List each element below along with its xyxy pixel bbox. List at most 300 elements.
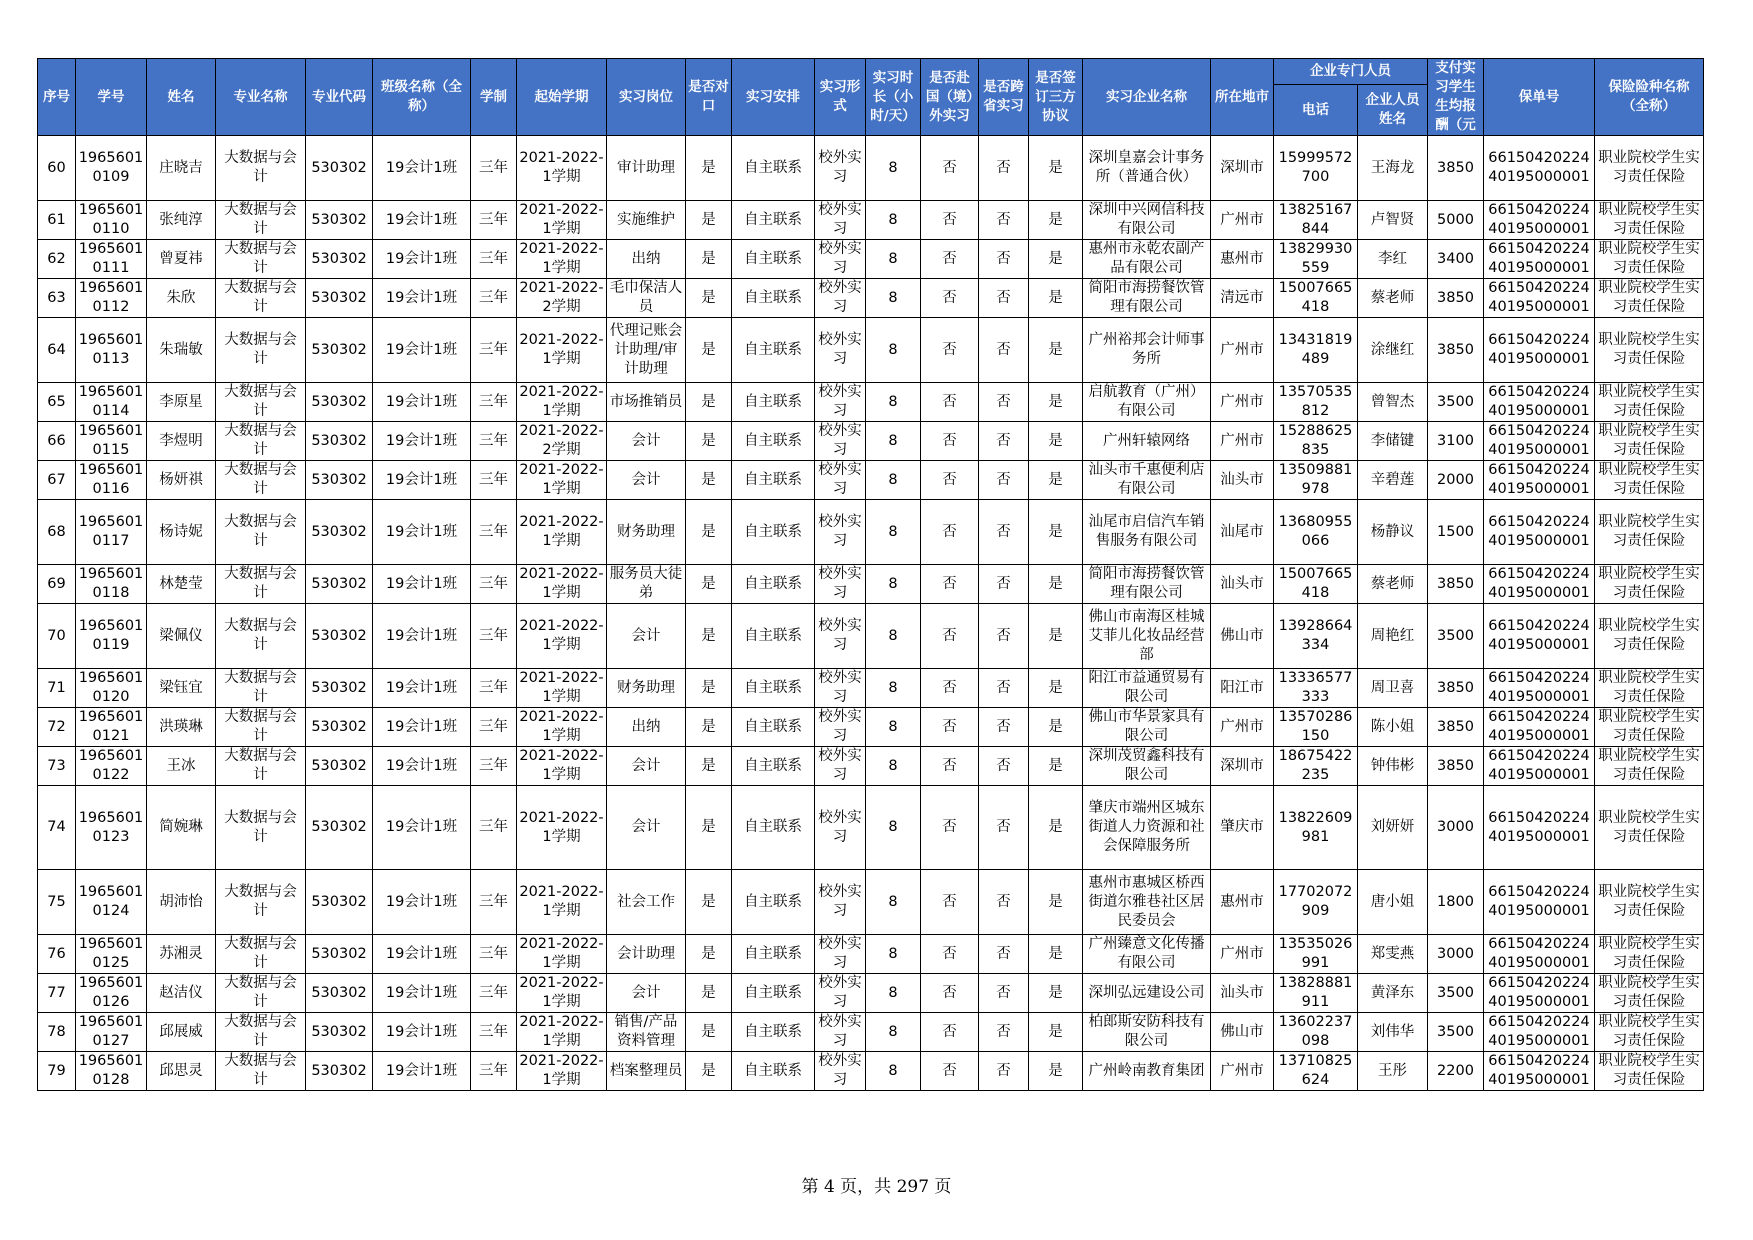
cell-insurance [1595,974,1704,1013]
header-contact-name: 企业人员姓名 [1358,85,1428,136]
cell-city [1211,669,1274,708]
cell-matched [686,1052,732,1091]
cell-insurance [1595,565,1704,604]
cell-text: 简婉琳 [159,819,203,835]
cell-text: 530302 [311,945,367,962]
cell-text: 深圳市 [1220,757,1264,774]
cell-text: 三年 [479,945,508,962]
cell-student-id [76,565,147,604]
cell-start-term [517,708,607,747]
cell-student-id [76,870,147,935]
cell-major-code [306,136,373,201]
cell-text: 19656010110 [78,202,144,237]
cell-text: 19会计1班 [385,945,458,962]
cell-name [147,500,216,565]
cell-text: 13570286150 [1278,709,1353,744]
cell-text: 530302 [311,289,367,306]
cell-text: 3100 [1437,432,1474,449]
cell-matched [686,974,732,1013]
cell-pay [1428,870,1484,935]
cell-text: 邱思灵 [159,1062,203,1079]
cell-text: 曾夏祎 [159,250,203,267]
cell-position [607,383,686,422]
table-row [38,565,1704,604]
cell-student-id [76,201,147,240]
cell-city [1211,786,1274,870]
header-hours: 实习时长（小时/天） [866,59,921,136]
cell-text: 自主联系 [744,341,802,358]
cell-text: 6615042022440195000001 [1488,809,1590,845]
cell-policy-no [1484,201,1595,240]
cell-contact-name [1358,500,1428,565]
cell-text: 校外实习 [818,936,862,971]
cell-text: 是 [1048,250,1063,267]
cell-class-name [373,383,471,422]
cell-phone [1274,1013,1358,1052]
cell-text: 2021-2022-1学期 [519,514,604,549]
cell-text: 职业院校学生实习责任保险 [1598,936,1700,971]
cell-matched [686,240,732,279]
cell-text: 是 [1048,627,1063,644]
cell-name [147,318,216,383]
cell-duration [471,201,517,240]
cell-seq [38,1013,76,1052]
cell-text: 6615042022440195000001 [1488,280,1590,315]
cell-text: 大数据与会计 [224,748,297,783]
cell-company [1083,1013,1211,1052]
cell-abroad [921,870,979,935]
cell-text: 71 [47,679,66,696]
cell-form [815,604,866,669]
cell-text: 13336577333 [1278,670,1353,705]
header-class-name: 班级名称（全称） [373,59,471,136]
cell-text: 是 [1048,393,1063,410]
cell-position [607,669,686,708]
cell-major [216,1013,306,1052]
cell-major [216,935,306,974]
cell-text: 是 [1048,432,1063,449]
cell-city [1211,870,1274,935]
cell-text: 三年 [479,575,508,592]
cell-text: 王冰 [166,757,196,774]
cell-text: 大数据与会计 [224,975,297,1010]
cell-abroad [921,318,979,383]
cell-text: 职业院校学生实习责任保险 [1598,1014,1700,1049]
cell-cross-province [979,974,1029,1013]
cell-class-name [373,565,471,604]
cell-matched [686,383,732,422]
cell-phone [1274,201,1358,240]
cell-text: 大数据与会计 [224,618,297,653]
cell-company [1083,500,1211,565]
cell-text: 8 [888,471,898,488]
cell-text: 6615042022440195000001 [1488,670,1590,705]
cell-text: 530302 [311,627,367,644]
cell-text: 19656010118 [78,566,144,601]
cell-hours [866,1052,921,1091]
cell-text: 是 [701,471,716,488]
header-seq: 序号 [38,59,76,136]
cell-text: 大数据与会计 [224,884,297,919]
cell-policy-no [1484,279,1595,318]
cell-arrangement [732,870,815,935]
cell-text: 黄泽东 [1370,984,1415,1001]
cell-student-id [76,500,147,565]
cell-form [815,1013,866,1052]
cell-duration [471,500,517,565]
cell-text: 校外实习 [818,384,862,419]
cell-text: 8 [888,679,898,696]
cell-arrangement [732,1052,815,1091]
cell-position [607,870,686,935]
cell-text: 佛山市 [1220,1023,1264,1040]
cell-text: 汕尾市 [1220,523,1264,540]
cell-text: 76 [47,945,66,962]
cell-text: 是 [1048,757,1063,774]
cell-text: 否 [996,819,1011,835]
cell-text: 李红 [1378,250,1407,267]
cell-insurance [1595,1052,1704,1091]
cell-text: 3400 [1437,250,1474,267]
cell-arrangement [732,383,815,422]
cell-text: 是 [701,945,716,962]
cell-student-id [76,935,147,974]
cell-tripartite [1029,1052,1083,1091]
cell-text: 19会计1班 [385,893,458,910]
cell-text: 大数据与会计 [224,709,297,744]
cell-text: 自主联系 [744,211,802,228]
cell-text: 2021-2022-1学期 [519,332,604,367]
cell-text: 64 [47,341,66,358]
cell-text: 8 [888,1023,898,1040]
cell-text: 否 [996,984,1011,1001]
cell-cross-province [979,136,1029,201]
cell-text: 77 [47,984,66,1001]
cell-hours [866,669,921,708]
cell-major [216,279,306,318]
cell-cross-province [979,935,1029,974]
cell-hours [866,318,921,383]
cell-phone [1274,974,1358,1013]
cell-text: 否 [996,289,1011,306]
cell-text: 6615042022440195000001 [1488,618,1590,653]
cell-phone [1274,422,1358,461]
cell-name [147,974,216,1013]
cell-seq [38,240,76,279]
cell-text: 汕头市 [1220,575,1264,592]
cell-cross-province [979,1013,1029,1052]
cell-major [216,318,306,383]
cell-text: 是 [701,575,716,592]
header-position: 实习岗位 [607,59,686,136]
cell-major-code [306,669,373,708]
cell-text: 13602237098 [1278,1014,1353,1049]
cell-text: 阳江市 [1220,679,1264,696]
cell-text: 财务助理 [617,523,675,540]
cell-matched [686,136,732,201]
cell-phone [1274,383,1358,422]
cell-major [216,669,306,708]
cell-text: 档案整理员 [609,1062,683,1079]
cell-hours [866,870,921,935]
cell-city [1211,240,1274,279]
cell-text: 530302 [311,757,367,774]
cell-duration [471,240,517,279]
cell-policy-no [1484,604,1595,669]
cell-text: 大数据与会计 [224,423,297,458]
cell-tripartite [1029,786,1083,870]
cell-position [607,974,686,1013]
cell-tripartite [1029,870,1083,935]
cell-text: 职业院校学生实习责任保险 [1598,280,1700,315]
cell-text: 是 [1048,1062,1063,1079]
cell-hours [866,136,921,201]
cell-text: 大数据与会计 [224,241,297,276]
cell-city [1211,461,1274,500]
cell-text: 是 [701,679,716,696]
cell-arrangement [732,747,815,786]
cell-text: 6615042022440195000001 [1488,202,1590,237]
cell-text: 8 [888,1062,898,1079]
cell-text: 校外实习 [818,670,862,705]
cell-city [1211,708,1274,747]
cell-text: 75 [47,893,66,910]
cell-phone [1274,708,1358,747]
cell-text: 否 [942,341,957,358]
cell-text: 汕尾市启信汽车销售服务有限公司 [1088,514,1205,549]
cell-text: 3000 [1437,819,1474,835]
cell-pay [1428,136,1484,201]
cell-text: 否 [996,471,1011,488]
cell-text: 是 [1048,159,1063,176]
cell-cross-province [979,318,1029,383]
cell-text: 是 [1048,679,1063,696]
cell-contact-name [1358,974,1428,1013]
cell-form [815,669,866,708]
cell-text: 3850 [1437,679,1474,696]
cell-text: 三年 [479,159,508,176]
cell-abroad [921,279,979,318]
cell-text: 6615042022440195000001 [1488,566,1590,601]
cell-city [1211,565,1274,604]
cell-policy-no [1484,383,1595,422]
cell-text: 自主联系 [744,718,802,735]
cell-text: 佛山市南海区桂城艾菲儿化妆品经营部 [1088,608,1205,663]
cell-abroad [921,708,979,747]
cell-company [1083,461,1211,500]
cell-phone [1274,318,1358,383]
cell-duration [471,565,517,604]
cell-text: 三年 [479,819,508,835]
cell-insurance [1595,422,1704,461]
cell-text: 校外实习 [818,462,862,497]
cell-text: 自主联系 [744,250,802,267]
cell-hours [866,500,921,565]
cell-abroad [921,201,979,240]
cell-contact-name [1358,747,1428,786]
header-major-code: 专业代码 [306,59,373,136]
cell-text: 会计 [631,984,661,1001]
header-contact-group: 企业专门人员 [1274,59,1428,85]
cell-text: 是 [701,250,716,267]
cell-text: 否 [996,1062,1011,1079]
cell-text: 李原星 [159,393,203,410]
cell-text: 否 [942,984,957,1001]
cell-text: 是 [1048,289,1063,306]
cell-position [607,422,686,461]
cell-text: 清远市 [1220,289,1264,306]
cell-text: 否 [996,523,1011,540]
cell-position [607,461,686,500]
cell-text: 大数据与会计 [224,384,297,419]
cell-text: 深圳市 [1220,159,1264,176]
cell-arrangement [732,240,815,279]
cell-text: 19656010122 [78,748,144,783]
cell-text: 6615042022440195000001 [1488,748,1590,783]
cell-text: 3850 [1437,718,1474,735]
cell-abroad [921,747,979,786]
cell-insurance [1595,708,1704,747]
cell-cross-province [979,461,1029,500]
table-body [38,136,1704,1091]
cell-contact-name [1358,786,1428,870]
cell-text: 刘伟华 [1370,1023,1415,1040]
header-matched: 是否对口 [686,59,732,136]
cell-hours [866,240,921,279]
cell-text: 广州岭南教育集团 [1088,1062,1205,1079]
cell-text: 广州轩辕网络 [1103,432,1190,449]
cell-text: 3500 [1437,393,1474,410]
cell-class-name [373,500,471,565]
cell-text: 财务助理 [617,679,675,696]
cell-text: 职业院校学生实习责任保险 [1598,670,1700,705]
cell-policy-no [1484,500,1595,565]
cell-start-term [517,1013,607,1052]
cell-text: 广州市 [1220,718,1264,735]
cell-text: 否 [942,1023,957,1040]
cell-matched [686,318,732,383]
cell-major-code [306,1052,373,1091]
cell-text: 15007665418 [1278,280,1353,315]
cell-cross-province [979,870,1029,935]
cell-text: 19会计1班 [385,159,458,176]
cell-class-name [373,708,471,747]
cell-major [216,461,306,500]
cell-text: 2021-2022-1学期 [519,670,604,705]
cell-text: 服务员大徒弟 [609,566,683,601]
cell-matched [686,669,732,708]
cell-insurance [1595,318,1704,383]
cell-text: 社会工作 [617,893,675,910]
cell-text: 广州市 [1220,341,1264,358]
cell-text: 是 [701,289,716,306]
cell-tripartite [1029,383,1083,422]
cell-cross-province [979,565,1029,604]
cell-major-code [306,1013,373,1052]
cell-text: 苏湘灵 [159,945,203,962]
cell-text: 梁佩仪 [159,627,203,644]
cell-start-term [517,240,607,279]
cell-text: 是 [1048,211,1063,228]
cell-text: 三年 [479,341,508,358]
cell-form [815,136,866,201]
cell-major-code [306,279,373,318]
cell-text: 自主联系 [744,432,802,449]
cell-form [815,870,866,935]
cell-duration [471,669,517,708]
cell-text: 校外实习 [818,618,862,653]
cell-text: 否 [942,718,957,735]
cell-text: 13928664334 [1278,618,1353,653]
cell-policy-no [1484,935,1595,974]
cell-text: 8 [888,757,898,774]
cell-text: 会计 [631,432,661,449]
cell-city [1211,604,1274,669]
cell-text: 三年 [479,211,508,228]
cell-text: 会计助理 [617,945,675,962]
cell-start-term [517,604,607,669]
cell-city [1211,974,1274,1013]
cell-cross-province [979,422,1029,461]
cell-text: 否 [996,432,1011,449]
cell-text: 职业院校学生实习责任保险 [1598,462,1700,497]
cell-abroad [921,604,979,669]
cell-text: 否 [942,893,957,910]
cell-text: 17702072909 [1278,884,1353,919]
cell-seq [38,201,76,240]
cell-arrangement [732,669,815,708]
cell-student-id [76,461,147,500]
cell-policy-no [1484,136,1595,201]
cell-text: 否 [996,250,1011,267]
cell-tripartite [1029,565,1083,604]
cell-text: 530302 [311,471,367,488]
cell-text: 是 [1048,341,1063,358]
cell-contact-name [1358,383,1428,422]
cell-contact-name [1358,422,1428,461]
cell-hours [866,708,921,747]
cell-text: 19656010127 [78,1014,144,1049]
cell-student-id [76,1013,147,1052]
cell-matched [686,870,732,935]
cell-city [1211,747,1274,786]
table-row [38,786,1704,870]
cell-text: 职业院校学生实习责任保险 [1598,423,1700,458]
cell-company [1083,383,1211,422]
cell-position [607,1013,686,1052]
cell-class-name [373,786,471,870]
cell-seq [38,974,76,1013]
cell-phone [1274,240,1358,279]
cell-text: 62 [47,250,66,267]
cell-text: 汕头市千惠便利店有限公司 [1088,462,1205,497]
cell-seq [38,279,76,318]
cell-company [1083,422,1211,461]
cell-abroad [921,461,979,500]
cell-text: 周卫喜 [1370,679,1415,696]
cell-text: 是 [1048,718,1063,735]
cell-text: 三年 [479,471,508,488]
cell-contact-name [1358,201,1428,240]
cell-position [607,136,686,201]
cell-duration [471,786,517,870]
cell-major [216,747,306,786]
cell-text: 职业院校学生实习责任保险 [1598,202,1700,237]
cell-text: 是 [1048,1023,1063,1040]
cell-text: 19656010115 [78,423,144,458]
cell-arrangement [732,318,815,383]
cell-text: 65 [47,393,66,410]
